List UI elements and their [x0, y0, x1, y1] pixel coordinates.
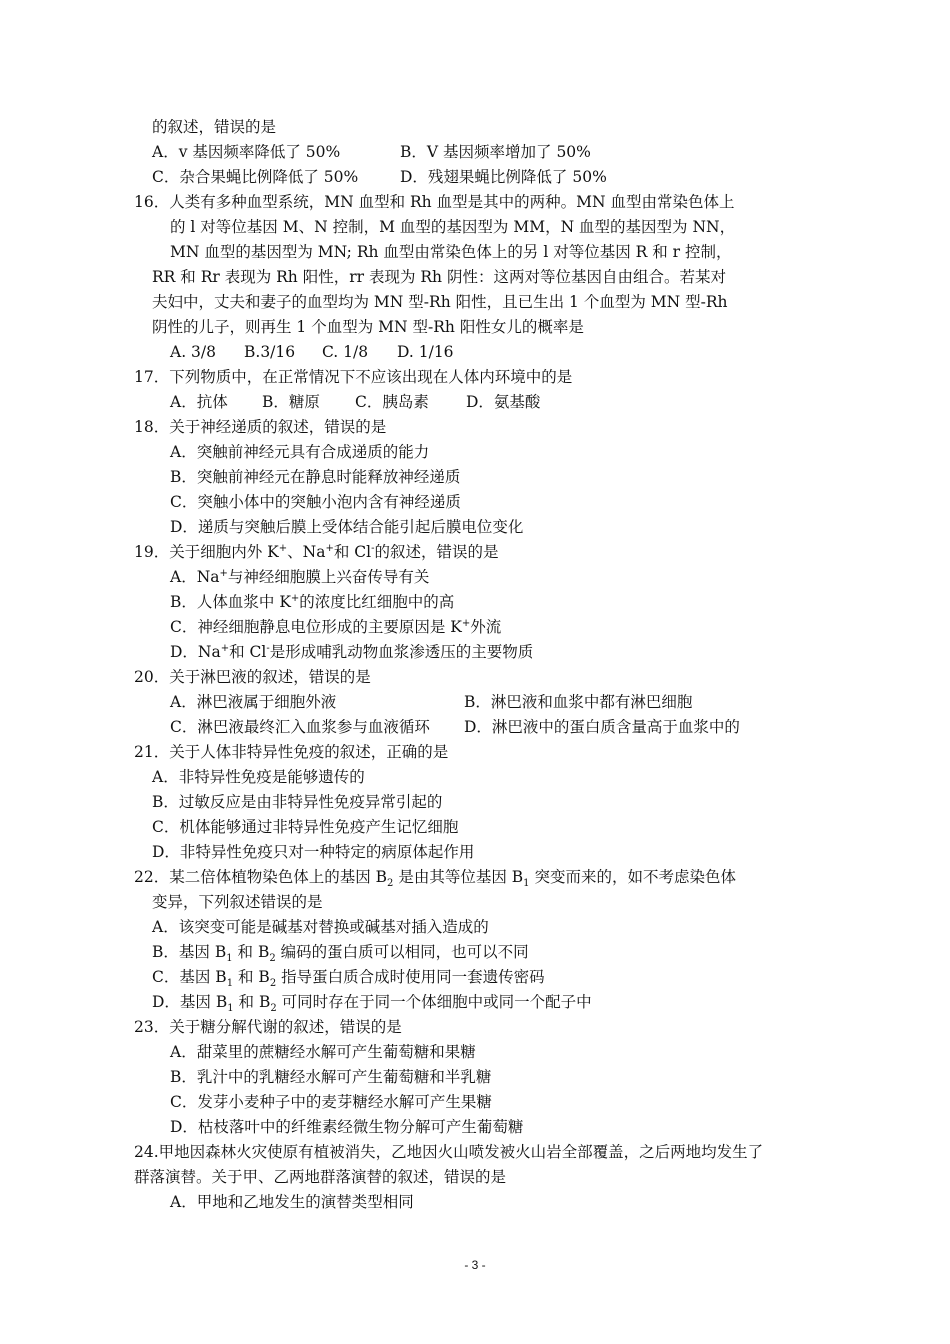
q16-line-3: MN 血型的基因型为 MN; Rh 血型由常染色体上的另 l 对等位基因 R 和 r 控制， [170, 243, 732, 261]
q15-option-c: C．杂合果蝇比例降低了 50% [152, 168, 359, 186]
q16-option-b: B.3/16 [244, 343, 296, 361]
q20-option-d: D．淋巴液中的蛋白质含量高于血浆中的 [464, 718, 740, 736]
q23-option-c: C．发芽小麦种子中的麦芽糖经水解可产生果糖 [170, 1093, 492, 1111]
q19-option-d: D．Na+和 Cl-是形成哺乳动物血浆渗透压的主要物质 [170, 642, 534, 661]
q21-option-b: B．过敏反应是由非特异性免疫异常引起的 [152, 793, 443, 811]
q24-line-2: 群落演替。关于甲、乙两地群落演替的叙述，错误的是 [134, 1168, 507, 1186]
q16-option-a: A. 3/8 [170, 343, 216, 361]
q18-option-d: D．递质与突触后膜上受体结合能引起后膜电位变化 [170, 518, 524, 536]
q20-option-b: B．淋巴液和血浆中都有淋巴细胞 [464, 693, 693, 711]
q21-option-a: A．非特异性免疫是能够遗传的 [152, 768, 365, 786]
q23-stem: 23．关于糖分解代谢的叙述，错误的是 [134, 1018, 402, 1036]
q17-stem: 17．下列物质中，在正常情况下不应该出现在人体内环境中的是 [134, 368, 573, 386]
q17-option-a: A．抗体 [170, 393, 228, 411]
q17-option-b: B．糖原 [262, 393, 320, 411]
q15-option-b: B．V 基因频率增加了 50% [400, 143, 591, 161]
q17-option-c: C．胰岛素 [355, 393, 429, 411]
q17-option-d: D．氨基酸 [466, 393, 541, 411]
q22-option-b: B．基因 $B_1$ 和 $B_2$ 编码的蛋白质可以相同，也可以不同 [152, 943, 529, 965]
q15-option-a: A．v 基因频率降低了 50% [152, 143, 341, 161]
q24-line-1: 24.甲地因森林火灾使原有植被消失，乙地因火山喷发被火山岩全部覆盖，之后两地均发生了 [134, 1143, 764, 1161]
q23-option-b: B．乳汁中的乳糖经水解可产生葡萄糖和半乳糖 [170, 1068, 492, 1086]
q22-stem: 22．某二倍体植物染色体上的基因 $B_2$ 是由其等位基因 $B_1$ 突变而来的，如不考虑染色体 [134, 868, 736, 890]
q20-option-c: C．淋巴液最终汇入血浆参与血液循环 [170, 718, 430, 736]
q21-option-c: C．机体能够通过非特异性免疫产生记忆细胞 [152, 818, 459, 836]
q19-option-a: A．Na+与神经细胞膜上兴奋传导有关 [170, 567, 430, 586]
q15-option-d: D．残翅果蝇比例降低了 50% [400, 168, 607, 186]
q16-line-1: 16．人类有多种血型系统，MN 血型和 Rh 血型是其中的两种。MN 血型由常染色体上 [134, 193, 735, 211]
q16-line-4: RR 和 Rr 表现为 Rh 阳性，rr 表现为 Rh 阴性：这两对等位基因自由组合。若某对 [152, 268, 726, 286]
q16-line-2: 的 l 对等位基因 M、N 控制，M 血型的基因型为 MM，N 血型的基因型为 NN， [170, 218, 736, 236]
q16-line-6: 阴性的儿子，则再生 1 个血型为 MN 型-Rh 阳性女儿的概率是 [152, 318, 584, 336]
q20-option-a: A．淋巴液属于细胞外液 [170, 693, 337, 711]
q21-option-d: D．非特异性免疫只对一种特定的病原体起作用 [152, 843, 475, 861]
q19-option-c: C．神经细胞静息电位形成的主要原因是 K+外流 [170, 617, 502, 636]
q16-option-d: D. 1/16 [397, 343, 454, 361]
q16-option-c: C. 1/8 [322, 343, 369, 361]
q18-option-c: C．突触小体中的突触小泡内含有神经递质 [170, 493, 461, 511]
q18-option-a: A．突触前神经元具有合成递质的能力 [170, 443, 430, 461]
q22-option-c: C．基因 $B_1$ 和 $B_2$ 指导蛋白质合成时使用同一套遗传密码 [152, 968, 545, 990]
page-number: - 3 - [464, 1258, 486, 1272]
q16-line-5: 夫妇中，丈夫和妻子的血型均为 MN 型-Rh 阳性，且已生出 1 个血型为 MN 型-Rh [152, 293, 728, 311]
q23-option-a: A．甜菜里的蔗糖经水解可产生葡萄糖和果糖 [170, 1043, 476, 1061]
q22-option-a: A．该突变可能是碱基对替换或碱基对插入造成的 [152, 918, 489, 936]
q21-stem: 21．关于人体非特异性免疫的叙述，正确的是 [134, 743, 449, 761]
q24-option-a: A．甲地和乙地发生的演替类型相同 [170, 1193, 414, 1211]
q20-stem: 20．关于淋巴液的叙述，错误的是 [134, 668, 371, 686]
q15-stem-end: 的叙述，错误的是 [152, 118, 277, 136]
q19-option-b: B．人体血浆中 K+的浓度比红细胞中的高 [170, 592, 455, 611]
q18-option-b: B．突触前神经元在静息时能释放神经递质 [170, 468, 461, 486]
q19-stem: 19．关于细胞内外 K+、Na+和 Cl-的叙述，错误的是 [134, 542, 499, 561]
q23-option-d: D．枯枝落叶中的纤维素经微生物分解可产生葡萄糖 [170, 1118, 524, 1136]
q22-stem-line-2: 变异，下列叙述错误的是 [152, 893, 323, 911]
q22-option-d: D．基因 $B_1$ 和 $B_2$ 可同时存在于同一个体细胞中或同一个配子中 [152, 993, 592, 1015]
q18-stem: 18．关于神经递质的叙述，错误的是 [134, 418, 387, 436]
